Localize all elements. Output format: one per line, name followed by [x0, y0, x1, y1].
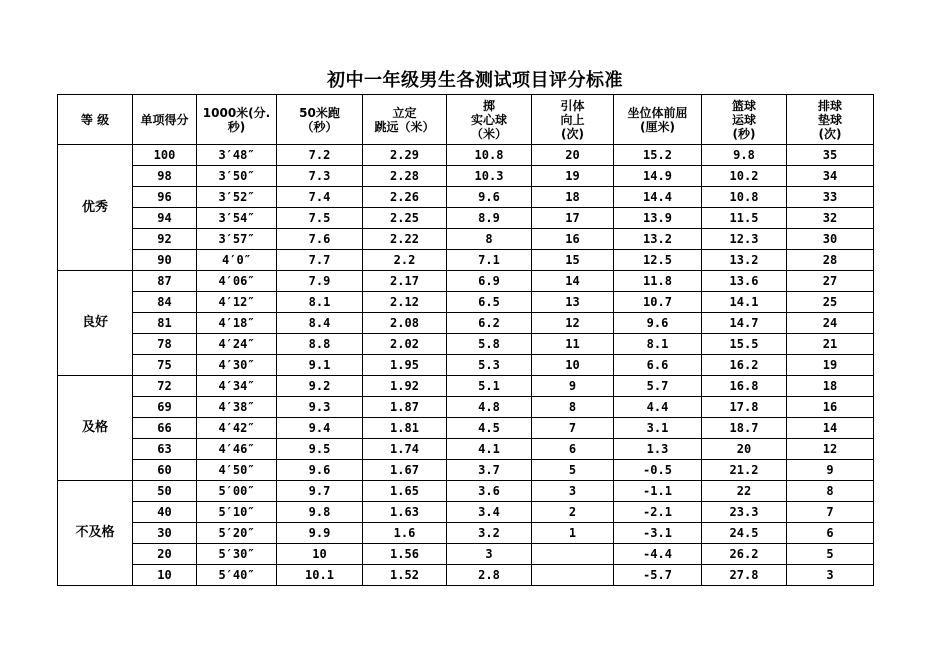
table-cell: 7	[787, 502, 874, 523]
table-row	[58, 418, 874, 439]
table-cell: 9	[532, 376, 614, 397]
table-cell: -3.1	[614, 523, 702, 544]
table-cell: 5′00″	[197, 481, 277, 502]
table-cell: 10.8	[702, 187, 787, 208]
table-cell: 35	[787, 145, 874, 166]
table-cell: 1.92	[363, 376, 447, 397]
table-cell: -4.4	[614, 544, 702, 565]
table-row	[58, 397, 874, 418]
table-cell: 5′30″	[197, 544, 277, 565]
table-cell: 4′50″	[197, 460, 277, 481]
table-cell: 14.7	[702, 313, 787, 334]
table-cell: 4.8	[447, 397, 532, 418]
table-cell: 8.1	[277, 292, 363, 313]
table-cell: 72	[133, 376, 197, 397]
table-cell: 4′42″	[197, 418, 277, 439]
table-cell: 18	[532, 187, 614, 208]
table-cell: 5	[532, 460, 614, 481]
table-cell: 2.26	[363, 187, 447, 208]
table-cell: 6.9	[447, 271, 532, 292]
table-cell: 13.6	[702, 271, 787, 292]
table-cell: 8.9	[447, 208, 532, 229]
table-cell: 15.5	[702, 334, 787, 355]
table-row	[58, 229, 874, 250]
table-cell: 60	[133, 460, 197, 481]
table-cell: 9.6	[447, 187, 532, 208]
table-cell: 10.2	[702, 166, 787, 187]
table-cell: -5.7	[614, 565, 702, 586]
column-header: 排球 垫球 (次)	[787, 95, 874, 145]
table-cell: 1.56	[363, 544, 447, 565]
table-cell: 9.8	[702, 145, 787, 166]
table-cell: 4′46″	[197, 439, 277, 460]
table-cell: 1.6	[363, 523, 447, 544]
table-cell: 12.3	[702, 229, 787, 250]
table-cell: 1.65	[363, 481, 447, 502]
grade-cell: 优秀	[58, 145, 133, 271]
table-cell: 5.3	[447, 355, 532, 376]
table-cell: 16	[532, 229, 614, 250]
table-cell: 14.4	[614, 187, 702, 208]
table-cell: 33	[787, 187, 874, 208]
table-cell: -2.1	[614, 502, 702, 523]
table-row	[58, 145, 874, 166]
table-cell: 25	[787, 292, 874, 313]
table-cell: 4′0″	[197, 250, 277, 271]
table-cell: 30	[787, 229, 874, 250]
table-cell: 11.5	[702, 208, 787, 229]
table-cell: 18	[787, 376, 874, 397]
table-cell: 13.2	[702, 250, 787, 271]
table-cell: 9.6	[277, 460, 363, 481]
table-cell: 24.5	[702, 523, 787, 544]
table-cell: 98	[133, 166, 197, 187]
table-cell: 6	[787, 523, 874, 544]
table-cell: 2.12	[363, 292, 447, 313]
table-cell: 4′12″	[197, 292, 277, 313]
table-cell: 16.8	[702, 376, 787, 397]
table-cell: 2.2	[363, 250, 447, 271]
header-row	[58, 95, 874, 145]
table-cell: 7	[532, 418, 614, 439]
table-cell: 9.3	[277, 397, 363, 418]
table-cell: 3.4	[447, 502, 532, 523]
table-cell: 3.7	[447, 460, 532, 481]
table-cell: 5.7	[614, 376, 702, 397]
table-cell: 50	[133, 481, 197, 502]
table-cell: 10.8	[447, 145, 532, 166]
table-cell: 8	[532, 397, 614, 418]
table-cell: 27	[787, 271, 874, 292]
table-cell	[532, 544, 614, 565]
table-cell: 63	[133, 439, 197, 460]
table-cell: 4′06″	[197, 271, 277, 292]
table-cell: 1.52	[363, 565, 447, 586]
table-cell: 87	[133, 271, 197, 292]
table-cell: 30	[133, 523, 197, 544]
table-cell: 2.29	[363, 145, 447, 166]
table-cell: 7.7	[277, 250, 363, 271]
table-cell: 17.8	[702, 397, 787, 418]
table-cell: 3	[787, 565, 874, 586]
table-cell: 100	[133, 145, 197, 166]
scoring-table	[57, 94, 874, 586]
table-cell: 10	[532, 355, 614, 376]
table-cell: 3′48″	[197, 145, 277, 166]
table-cell: 13.9	[614, 208, 702, 229]
grade-cell: 不及格	[58, 481, 133, 586]
table-cell: 11.8	[614, 271, 702, 292]
column-header: 1000米(分. 秒)	[197, 95, 277, 145]
table-cell: 9.5	[277, 439, 363, 460]
column-header: 50米跑 （秒）	[277, 95, 363, 145]
table-cell: 5′20″	[197, 523, 277, 544]
table-cell: 10	[277, 544, 363, 565]
table-cell: 3.2	[447, 523, 532, 544]
table-cell	[532, 565, 614, 586]
table-cell: 13.2	[614, 229, 702, 250]
table-cell: 4.4	[614, 397, 702, 418]
table-cell: 4′18″	[197, 313, 277, 334]
table-cell: 21.2	[702, 460, 787, 481]
table-cell: 3′52″	[197, 187, 277, 208]
table-cell: 32	[787, 208, 874, 229]
table-cell: 15.2	[614, 145, 702, 166]
table-cell: 1.67	[363, 460, 447, 481]
table-cell: 1.81	[363, 418, 447, 439]
table-cell: 8.4	[277, 313, 363, 334]
table-cell: 1.3	[614, 439, 702, 460]
table-cell: 8	[787, 481, 874, 502]
table-cell: 40	[133, 502, 197, 523]
table-cell: 94	[133, 208, 197, 229]
table-row	[58, 565, 874, 586]
table-row	[58, 481, 874, 502]
column-header: 掷 实心球 （米）	[447, 95, 532, 145]
table-cell: 20	[532, 145, 614, 166]
table-cell: 3.6	[447, 481, 532, 502]
table-row	[58, 166, 874, 187]
table-cell: 92	[133, 229, 197, 250]
table-cell: 12	[532, 313, 614, 334]
table-cell: 1.95	[363, 355, 447, 376]
table-cell: 6	[532, 439, 614, 460]
grade-cell: 良好	[58, 271, 133, 376]
table-cell: 14	[532, 271, 614, 292]
table-row	[58, 187, 874, 208]
table-row	[58, 313, 874, 334]
table-cell: 14.1	[702, 292, 787, 313]
table-cell: 69	[133, 397, 197, 418]
table-cell: 28	[787, 250, 874, 271]
table-cell: 5	[787, 544, 874, 565]
table-row	[58, 376, 874, 397]
table-cell: 27.8	[702, 565, 787, 586]
column-header: 等 级	[58, 95, 133, 145]
table-cell: 6.2	[447, 313, 532, 334]
page-title: 初中一年级男生各测试项目评分标准	[327, 70, 623, 91]
grade-cell: 及格	[58, 376, 133, 481]
table-cell: 3′50″	[197, 166, 277, 187]
table-cell: -1.1	[614, 481, 702, 502]
table-cell: 2.17	[363, 271, 447, 292]
table-row	[58, 334, 874, 355]
column-header: 引体 向上 (次)	[532, 95, 614, 145]
table-cell: 20	[133, 544, 197, 565]
table-cell: 34	[787, 166, 874, 187]
table-cell: 4.5	[447, 418, 532, 439]
table-cell: 5′40″	[197, 565, 277, 586]
table-cell: 7.1	[447, 250, 532, 271]
table-body	[58, 145, 874, 586]
table-cell: 4′34″	[197, 376, 277, 397]
table-cell: 12.5	[614, 250, 702, 271]
column-header: 单项得分	[133, 95, 197, 145]
table-cell: 75	[133, 355, 197, 376]
column-header: 坐位体前屈 (厘米)	[614, 95, 702, 145]
table-row	[58, 208, 874, 229]
table-cell: 23.3	[702, 502, 787, 523]
table-cell: 66	[133, 418, 197, 439]
table-cell: 9.6	[614, 313, 702, 334]
table-cell: 14.9	[614, 166, 702, 187]
table-cell: 5.1	[447, 376, 532, 397]
table-cell: 9.8	[277, 502, 363, 523]
table-cell: 20	[702, 439, 787, 460]
table-cell: 1	[532, 523, 614, 544]
table-cell: 9	[787, 460, 874, 481]
table-cell: -0.5	[614, 460, 702, 481]
table-cell: 14	[787, 418, 874, 439]
table-cell: 81	[133, 313, 197, 334]
table-cell: 1.87	[363, 397, 447, 418]
table-cell: 5.8	[447, 334, 532, 355]
table-cell: 8.1	[614, 334, 702, 355]
table-cell: 2.28	[363, 166, 447, 187]
table-cell: 7.9	[277, 271, 363, 292]
table-cell: 3′54″	[197, 208, 277, 229]
table-cell: 26.2	[702, 544, 787, 565]
table-cell: 10	[133, 565, 197, 586]
table-cell: 9.1	[277, 355, 363, 376]
table-cell: 9.4	[277, 418, 363, 439]
table-cell: 2.8	[447, 565, 532, 586]
table-cell: 6.5	[447, 292, 532, 313]
table-cell: 16	[787, 397, 874, 418]
table-cell: 4′30″	[197, 355, 277, 376]
table-cell: 18.7	[702, 418, 787, 439]
table-cell: 3′57″	[197, 229, 277, 250]
column-header: 篮球 运球 (秒)	[702, 95, 787, 145]
table-cell: 78	[133, 334, 197, 355]
table-cell: 2.08	[363, 313, 447, 334]
table-row	[58, 271, 874, 292]
table-cell: 19	[532, 166, 614, 187]
table-cell: 15	[532, 250, 614, 271]
table-cell: 3	[447, 544, 532, 565]
column-header: 立定 跳远（米）	[363, 95, 447, 145]
table-cell: 90	[133, 250, 197, 271]
table-cell: 11	[532, 334, 614, 355]
table-cell: 8.8	[277, 334, 363, 355]
table-cell: 21	[787, 334, 874, 355]
table-cell: 10.1	[277, 565, 363, 586]
table-cell: 3	[532, 481, 614, 502]
table-row	[58, 439, 874, 460]
table-cell: 10.3	[447, 166, 532, 187]
table-cell: 7.4	[277, 187, 363, 208]
table-cell: 9.7	[277, 481, 363, 502]
table-cell: 9.2	[277, 376, 363, 397]
table-cell: 84	[133, 292, 197, 313]
table-cell: 7.3	[277, 166, 363, 187]
table-row	[58, 460, 874, 481]
table-row	[58, 523, 874, 544]
table-cell: 22	[702, 481, 787, 502]
table-row	[58, 544, 874, 565]
table-cell: 2.25	[363, 208, 447, 229]
table-cell: 4′38″	[197, 397, 277, 418]
table-row	[58, 250, 874, 271]
table-row	[58, 292, 874, 313]
table-cell: 17	[532, 208, 614, 229]
table-cell: 4′24″	[197, 334, 277, 355]
table-cell: 7.5	[277, 208, 363, 229]
table-cell: 13	[532, 292, 614, 313]
table-cell: 4.1	[447, 439, 532, 460]
table-row	[58, 502, 874, 523]
table-cell: 7.2	[277, 145, 363, 166]
table-cell: 5′10″	[197, 502, 277, 523]
table-cell: 3.1	[614, 418, 702, 439]
table-cell: 24	[787, 313, 874, 334]
table-cell: 96	[133, 187, 197, 208]
table-cell: 12	[787, 439, 874, 460]
table-cell: 8	[447, 229, 532, 250]
table-cell: 1.63	[363, 502, 447, 523]
table-cell: 10.7	[614, 292, 702, 313]
table-cell: 7.6	[277, 229, 363, 250]
table-cell: 9.9	[277, 523, 363, 544]
table-cell: 1.74	[363, 439, 447, 460]
table-cell: 2.02	[363, 334, 447, 355]
table-row	[58, 355, 874, 376]
table-cell: 16.2	[702, 355, 787, 376]
table-cell: 19	[787, 355, 874, 376]
table-cell: 6.6	[614, 355, 702, 376]
table-cell: 2	[532, 502, 614, 523]
table-cell: 2.22	[363, 229, 447, 250]
